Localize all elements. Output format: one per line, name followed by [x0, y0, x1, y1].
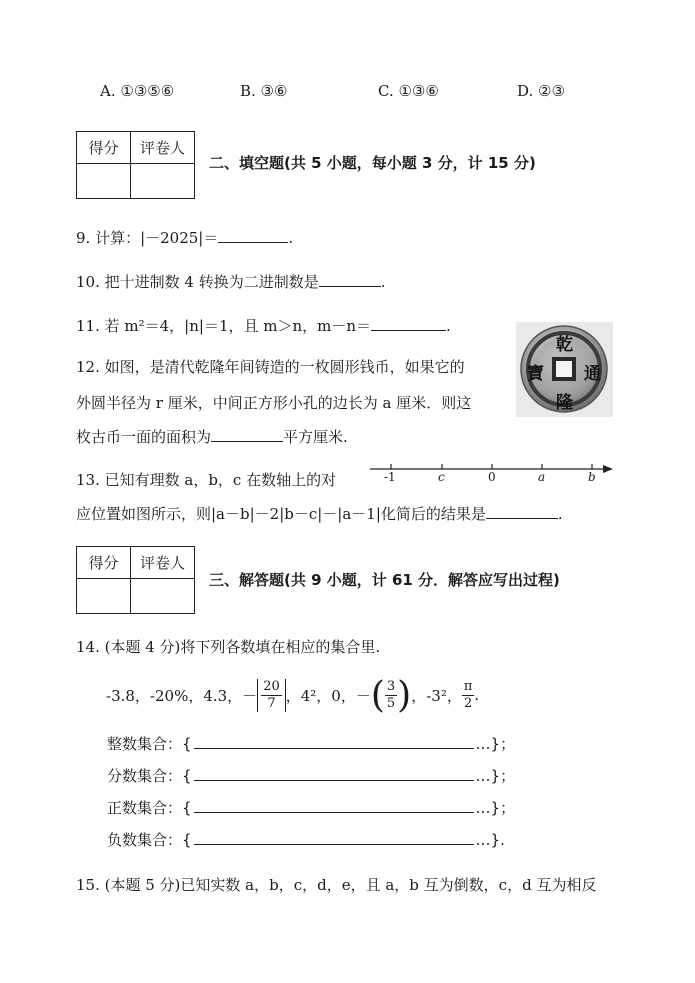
frac2-num: 3 [386, 678, 396, 694]
number-line [366, 455, 616, 495]
question-11 [76, 315, 451, 336]
set-integers-input[interactable] [194, 734, 474, 749]
frac3-num: π [463, 678, 473, 694]
q14-numbers: -3.8，-20%，4.3，－ $\frac{20}{7}$ ，4²，0，－ ( $\frac{3}{5}$ ) ，-3²， $\frac{\pi}{2}$ . [106, 674, 480, 716]
set-negatives-label: 负数集合：{ [107, 831, 192, 849]
q12-line3 [76, 426, 348, 447]
set-positives-input[interactable] [194, 798, 474, 813]
coin-char-right: 通 [584, 364, 601, 384]
set-positives [107, 797, 515, 818]
q13-text: 应位置如图所示，则|a－b|－2|b－c|－|a－1|化简后的结果是 [76, 505, 486, 523]
q11-end: . [446, 317, 451, 335]
q10-text: 10. 把十进制数 4 转换为二进制数是 [76, 273, 319, 291]
q11-blank[interactable] [371, 316, 446, 331]
coin-char-left: 寶 [527, 364, 544, 384]
label-c: c [438, 470, 445, 484]
section3-title: 三、解答题(共 9 小题，计 61 分．解答应写出过程) [209, 571, 560, 589]
q9-end: . [288, 229, 294, 247]
question-15: 15. (本题 5 分)已知实数 a，b，c，d，e，且 a，b 互为倒数，c，d 互为相反 [76, 876, 597, 894]
option-c: C. ①③⑥ [378, 82, 439, 100]
q12-line2: 外圆半径为 r 厘米，中间正方形小孔的边长为 a 厘米．则这 [76, 394, 472, 412]
q12-line1: 12. 如图，是清代乾隆年间铸造的一枚圆形钱币，如果它的 [76, 358, 465, 376]
q13-end: . [557, 505, 563, 523]
score-table-section3 [76, 546, 195, 614]
score-cell[interactable] [77, 164, 131, 199]
frac2-den: 5 [386, 695, 396, 711]
q13-line2 [76, 503, 563, 524]
grader-cell[interactable] [131, 579, 195, 614]
q13-line1: 13. 已知有理数 a，b，c 在数轴上的对 [76, 471, 337, 489]
set-positives-end: …}； [475, 799, 516, 817]
q9-text: 9. 计算：|－2025|＝ [76, 229, 219, 247]
abs-fraction [257, 679, 286, 712]
label-neg1: -1 [384, 470, 396, 484]
set-negatives-input[interactable] [194, 830, 474, 845]
grader-header: 评卷人 [131, 132, 195, 164]
q12-blank[interactable] [211, 427, 283, 442]
q14-intro: 14. (本题 4 分)将下列各数填在相应的集合里. [76, 638, 381, 656]
grader-header: 评卷人 [131, 547, 195, 579]
set-fractions [107, 765, 515, 786]
coin-char-top: 乾 [556, 335, 573, 355]
coin-char-bottom: 隆 [556, 393, 573, 413]
set-integers-end: …}； [475, 735, 516, 753]
option-d: D. ②③ [517, 82, 565, 100]
q14-n1: -3.8，-20%，4.3，－ [106, 686, 258, 705]
option-b: B. ③⑥ [240, 82, 288, 100]
q10-end: . [380, 273, 386, 291]
frac1-num: 20 [263, 678, 280, 694]
set-positives-label: 正数集合：{ [107, 799, 192, 817]
set-negatives-end: …}. [475, 831, 505, 849]
label-b: b [588, 470, 596, 484]
set-negatives [107, 829, 505, 850]
score-table-section2 [76, 131, 195, 199]
q14-n4: . [474, 686, 480, 704]
frac3-den: 2 [463, 695, 473, 711]
grader-cell[interactable] [131, 164, 195, 199]
q14-n2: ，4²，0，－ [285, 686, 371, 705]
q10-blank[interactable] [319, 272, 381, 287]
question-10 [76, 271, 386, 292]
label-a: a [538, 470, 546, 484]
set-integers-label: 整数集合：{ [107, 735, 192, 753]
set-fractions-end: …}； [475, 767, 516, 785]
score-header: 得分 [77, 132, 131, 164]
q13-blank[interactable] [486, 504, 558, 519]
question-9 [76, 227, 293, 248]
set-fractions-label: 分数集合：{ [107, 767, 192, 785]
q12-text: 枚古币一面的面积为 [76, 428, 212, 446]
coin-image [516, 322, 613, 417]
set-integers [107, 733, 515, 754]
q11-text: 11. 若 m²＝4，|n|＝1，且 m＞n，m－n＝ [76, 317, 372, 335]
score-header: 得分 [77, 547, 131, 579]
label-0: 0 [488, 470, 496, 484]
q14-n3: ，-3²， [411, 686, 462, 705]
set-fractions-input[interactable] [194, 766, 474, 781]
frac1-den: 7 [267, 695, 276, 711]
option-a: A. ①③⑤⑥ [100, 82, 175, 100]
q9-blank[interactable] [218, 228, 288, 243]
score-cell[interactable] [77, 579, 131, 614]
section2-title: 二、填空题(共 5 小题，每小题 3 分，计 15 分) [209, 154, 536, 172]
q12-end: 平方厘米. [283, 428, 348, 446]
